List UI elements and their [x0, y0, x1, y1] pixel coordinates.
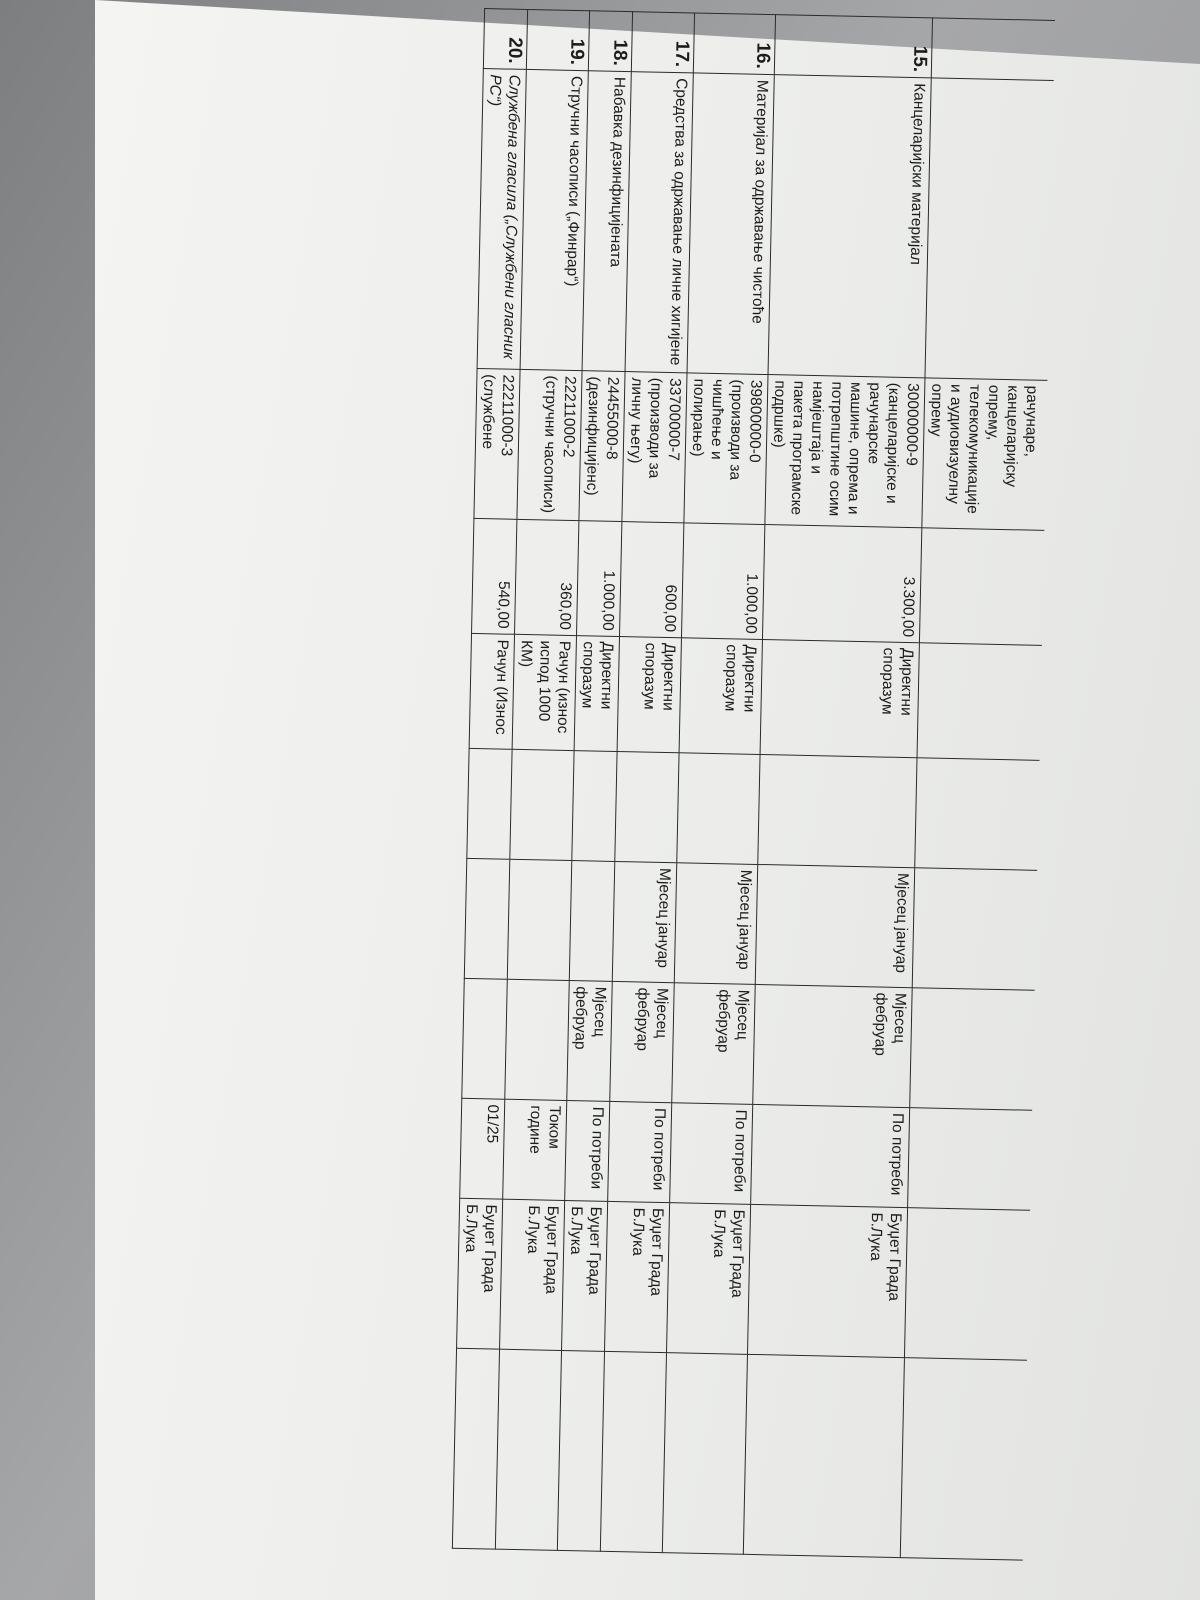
- empty-cell: [662, 1353, 747, 1555]
- start-month: Мјесец јануар: [674, 863, 757, 985]
- empty-cell: [758, 754, 917, 867]
- estimated-amount: 540,00: [472, 518, 517, 634]
- funding-source: Буџет Града Б.Лука: [500, 1199, 565, 1350]
- funding-source: Буџет Града Б.Лука: [605, 1201, 670, 1352]
- estimated-amount: 1.000,00: [577, 521, 622, 637]
- start-month: [569, 861, 615, 982]
- estimated-amount: 1.000,00: [681, 523, 764, 640]
- funding-source: Буџет Града Б.Лука: [457, 1198, 503, 1349]
- row-number: 19.: [526, 9, 589, 70]
- procedure-type: Рачун (Износ: [469, 633, 514, 749]
- procedure-type: Директни споразум: [574, 636, 619, 752]
- item-name: Материјал за одржавање чистоће: [687, 73, 774, 375]
- dynamics: Током године: [503, 1099, 567, 1200]
- estimated-amount: 3.300,00: [762, 525, 921, 643]
- estimated-amount: 360,00: [515, 519, 579, 635]
- estimated-amount: [919, 528, 1044, 646]
- cpv-code: рачунаре, канцеларијску опрему, телекомуникације и аудиовизуелну опрему: [922, 378, 1048, 531]
- empty-cell: [510, 749, 574, 860]
- item-name: Средства за одржавање личне хигијене: [625, 72, 693, 373]
- empty-cell: [467, 748, 512, 859]
- empty-cell: [915, 758, 1040, 871]
- cpv-code: 22211000-3 (службене: [474, 368, 520, 519]
- end-month: [505, 979, 569, 1100]
- item-name: Канцеларијски материјал: [768, 75, 931, 378]
- empty-cell: [900, 1358, 1027, 1561]
- cpv-code: 24455000-8 (дезинфицијенс): [579, 371, 625, 522]
- item-name: Службена гласила („Службени гласник РС“): [477, 69, 526, 370]
- empty-cell: [572, 751, 617, 862]
- funding-source: Буџет Града Б.Лука: [562, 1200, 608, 1351]
- funding-source: Буџет Града Б.Лука: [667, 1203, 751, 1355]
- item-name: [925, 78, 1054, 380]
- start-month: Мјесец јануар: [612, 861, 676, 982]
- row-number: [931, 18, 1055, 81]
- procedure-type: Директни споразум: [760, 640, 919, 758]
- end-month: Мјесец фебруар: [610, 981, 674, 1102]
- cpv-code: 22211000-2 (стручни часописи): [517, 369, 582, 520]
- procedure-type: Директни споразум: [617, 637, 681, 753]
- start-month: [507, 859, 571, 980]
- start-month: [912, 868, 1037, 991]
- row-number: 20.: [483, 9, 527, 70]
- row-number: 16.: [693, 13, 775, 75]
- item-name: Стручни часописи („Финрар“): [520, 69, 588, 370]
- funding-source: Буџет Града Б.Лука: [747, 1204, 907, 1357]
- dynamics: По потреби: [751, 1104, 910, 1207]
- document-page: [95, 0, 1200, 1600]
- end-month: Мјесец фебруар: [567, 981, 613, 1102]
- cpv-code: 33700000-7 (производи за личну његу): [622, 372, 687, 523]
- estimated-amount: 600,00: [619, 522, 683, 638]
- empty-cell: [557, 1350, 604, 1551]
- end-month: Мјесец фебруар: [753, 984, 912, 1107]
- empty-cell: [615, 751, 679, 862]
- dynamics: По потреби: [670, 1103, 753, 1205]
- end-month: [910, 988, 1035, 1111]
- start-month: Мјесец јануар: [755, 864, 914, 987]
- row-number: 18.: [588, 11, 632, 72]
- procedure-type: Рачун (износ испод 1000 КМ): [512, 634, 576, 750]
- dynamics: 01/25: [460, 1098, 505, 1199]
- empty-cell: [600, 1351, 666, 1552]
- empty-cell: [677, 753, 760, 865]
- procurement-plan-table: [452, 8, 1055, 1561]
- dynamics: По потреби: [608, 1101, 672, 1202]
- cpv-code: 30000000-9 (канцеларијске и рачунарске машине, опрема и потрепштине осим намјештаја и пакета програмске подршке): [765, 375, 925, 528]
- item-name: Набавка дезинфицијената: [582, 71, 631, 372]
- start-month: [464, 858, 510, 979]
- procedure-type: [917, 643, 1042, 761]
- dynamics: [908, 1108, 1033, 1211]
- dynamics: По потреби: [565, 1101, 610, 1202]
- cpv-code: 39800000-0 (производи за чишћење и полирање): [684, 373, 768, 525]
- empty-cell: [452, 1348, 499, 1549]
- table-row: [743, 15, 932, 1558]
- row-number: 17.: [631, 12, 694, 73]
- end-month: [462, 978, 508, 1099]
- empty-cell: [743, 1354, 904, 1557]
- row-number: 15.: [774, 15, 932, 78]
- empty-cell: [495, 1349, 561, 1550]
- funding-source: [904, 1208, 1030, 1361]
- procedure-type: Директни споразум: [679, 638, 762, 755]
- end-month: Мјесец фебруар: [672, 983, 755, 1105]
